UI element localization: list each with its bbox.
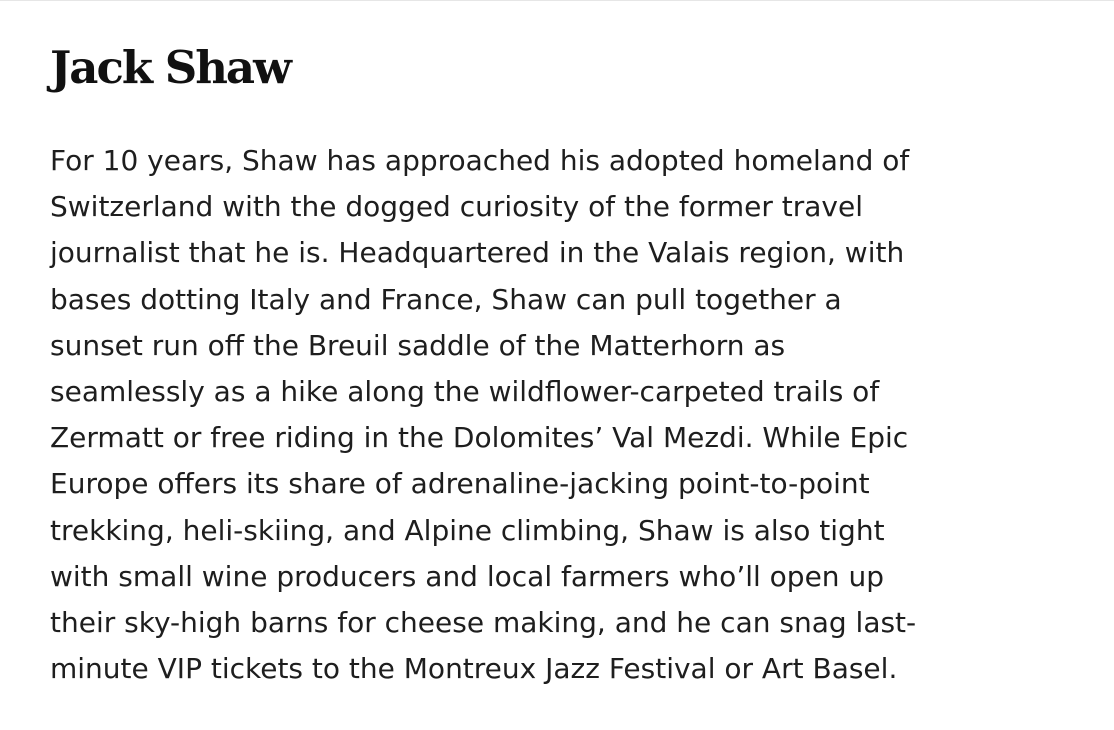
article-section [50, 40, 1050, 686]
paragraph-line: with small wine producers and local farmers who’ll open up [50, 559, 884, 593]
page-title: Jack Shaw [50, 41, 290, 94]
paragraph-line: journalist that he is. Headquartered in the Valais region, with [50, 236, 905, 270]
paragraph-line: Zermatt or free riding in the Dolomites’ Val Mezdi. While Epic [50, 421, 909, 455]
article-paragraph [50, 138, 1050, 692]
top-divider [0, 0, 1114, 1]
paragraph-line: seamlessly as a hike along the wildflower-carpeted trails of [50, 375, 880, 409]
paragraph-line: minute VIP tickets to the Montreux Jazz Festival or Art Basel. [50, 652, 898, 686]
paragraph-line: Switzerland with the dogged curiosity of the former travel [50, 190, 863, 224]
paragraph-line: their sky-high barns for cheese making, and he can snag last- [50, 606, 917, 640]
paragraph-line: For 10 years, Shaw has approached his adopted homeland of [50, 144, 910, 177]
paragraph-line: bases dotting Italy and France, Shaw can pull together a [50, 282, 842, 316]
paragraph-line: sunset run off the Breuil saddle of the Matterhorn as [50, 328, 786, 362]
paragraph-line: Europe offers its share of adrenaline-jacking point-to-point [50, 467, 870, 501]
paragraph-line: trekking, heli-skiing, and Alpine climbing, Shaw is also tight [50, 513, 885, 547]
